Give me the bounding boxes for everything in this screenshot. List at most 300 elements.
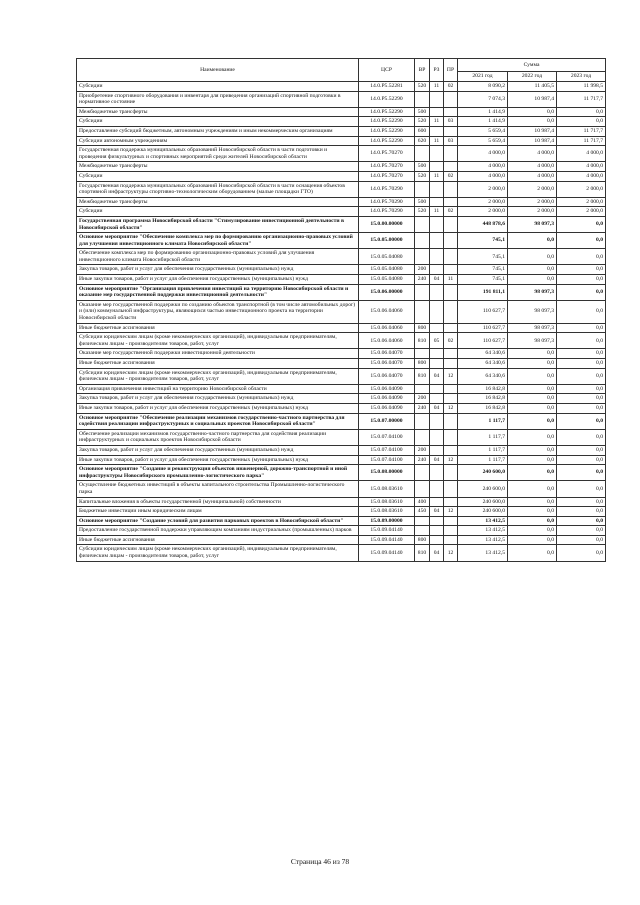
row-pr: 02 (444, 333, 458, 349)
row-sum-2022: 98 097,3 (508, 284, 557, 300)
row-sum-2021: 191 811,1 (458, 284, 508, 300)
row-sum-2022: 98 097,3 (508, 300, 557, 323)
row-rz (430, 265, 444, 275)
row-rz: 04 (430, 507, 444, 517)
row-sum-2023: 0,0 (557, 216, 606, 232)
row-sum-2021: 64 340,6 (458, 349, 508, 359)
row-sum-2021: 745,1 (458, 265, 508, 275)
row-rz: 04 (430, 403, 444, 413)
table-row (77, 136, 606, 146)
row-sum-2021: 1 117,7 (458, 413, 508, 429)
row-vr: 520 (415, 171, 430, 181)
row-vr: 200 (415, 445, 430, 455)
row-rz (430, 384, 444, 394)
row-pr (444, 91, 458, 107)
table-row (77, 349, 606, 359)
row-sum-2023: 11 717,7 (557, 126, 606, 136)
row-pr (444, 526, 458, 536)
row-pr (444, 497, 458, 507)
row-name: Государственная поддержка муниципальных образований Новосибирской области в части подготовки и проведения физкультурных и спортивных мероприятий среди жителей Новосибирской области (77, 146, 359, 162)
row-sum-2021: 13 412,5 (458, 526, 508, 536)
table-row (77, 126, 606, 136)
table-row (77, 249, 606, 265)
row-sum-2022: 0,0 (508, 359, 557, 369)
row-rz (430, 413, 444, 429)
row-pr (444, 126, 458, 136)
table-row (77, 455, 606, 465)
row-sum-2021: 1 117,7 (458, 455, 508, 465)
row-sum-2023: 2 000,0 (557, 197, 606, 207)
row-vr: 200 (415, 394, 430, 404)
table-row (77, 394, 606, 404)
row-rz (430, 535, 444, 545)
row-rz (430, 349, 444, 359)
row-sum-2022: 0,0 (508, 403, 557, 413)
row-vr: 240 (415, 403, 430, 413)
table-row (77, 497, 606, 507)
row-name: Основное мероприятие "Обеспечение комплекса мер по формированию организационно-правовых условий для улучшения инвестиционного климата Новосибирской области" (77, 233, 359, 249)
row-sum-2023: 11 717,7 (557, 91, 606, 107)
row-sum-2023: 0,0 (557, 497, 606, 507)
row-pr (444, 349, 458, 359)
row-rz (430, 91, 444, 107)
table-row (77, 82, 606, 92)
row-rz (430, 359, 444, 369)
row-sum-2021: 2 000,0 (458, 181, 508, 197)
row-rz: 11 (430, 117, 444, 127)
row-sum-2021: 240 600,0 (458, 507, 508, 517)
row-sum-2023: 0,0 (557, 403, 606, 413)
row-sum-2021: 13 412,5 (458, 516, 508, 526)
row-pr (444, 384, 458, 394)
row-name: Закупка товаров, работ и услуг для обеспечения государственных (муниципальных) нужд (77, 265, 359, 275)
row-sum-2023: 2 000,0 (557, 207, 606, 217)
row-sum-2021: 16 842,8 (458, 394, 508, 404)
row-vr (415, 300, 430, 323)
row-sum-2023: 0,0 (557, 507, 606, 517)
row-sum-2021: 5 659,4 (458, 136, 508, 146)
row-sum-2023: 0,0 (557, 516, 606, 526)
row-sum-2022: 4 000,0 (508, 146, 557, 162)
row-vr: 600 (415, 126, 430, 136)
row-csr: 14.0.P5.70290 (359, 197, 415, 207)
row-rz: 11 (430, 207, 444, 217)
row-sum-2022: 10 987,4 (508, 126, 557, 136)
row-sum-2023: 0,0 (557, 107, 606, 117)
row-sum-2023: 0,0 (557, 300, 606, 323)
row-sum-2023: 0,0 (557, 284, 606, 300)
row-sum-2022: 0,0 (508, 545, 557, 561)
row-pr (444, 233, 458, 249)
row-rz (430, 394, 444, 404)
row-csr: 15.0.00.00000 (359, 216, 415, 232)
row-sum-2022: 10 987,4 (508, 136, 557, 146)
row-name: Государственная поддержка муниципальных образований Новосибирской области в части оснащения объектов спортивной инфраструктуры спортивно-технологическим оборудованием (малые площадки ГТО) (77, 181, 359, 197)
row-name: Межбюджетные трансферты (77, 162, 359, 172)
row-csr: 14.0.P5.52281 (359, 82, 415, 92)
row-pr (444, 162, 458, 172)
row-csr: 15.0.09.04140 (359, 526, 415, 536)
row-name: Основное мероприятие "Организация привлечения инвестиций на территорию Новосибирской области и оказание мер государственной поддержки инвестиционной деятельности" (77, 284, 359, 300)
row-sum-2023: 0,0 (557, 445, 606, 455)
row-sum-2022: 2 000,0 (508, 197, 557, 207)
row-vr (415, 249, 430, 265)
row-sum-2022: 2 000,0 (508, 207, 557, 217)
row-sum-2023: 0,0 (557, 323, 606, 333)
row-sum-2022: 0,0 (508, 465, 557, 481)
row-vr: 620 (415, 136, 430, 146)
row-sum-2023: 0,0 (557, 481, 606, 497)
row-name: Иные закупки товаров, работ и услуг для обеспечения государственных (муниципальных) нужд (77, 455, 359, 465)
row-sum-2022: 10 987,4 (508, 91, 557, 107)
row-rz: 04 (430, 455, 444, 465)
row-name: Субсидии юридическим лицам (кроме некоммерческих организаций), индивидуальным предпринимателям, физическим лицам - производителям товаров, работ, услуг (77, 333, 359, 349)
row-rz (430, 284, 444, 300)
row-sum-2021: 4 000,0 (458, 162, 508, 172)
row-vr (415, 146, 430, 162)
row-sum-2023: 0,0 (557, 384, 606, 394)
row-sum-2021: 7 074,3 (458, 91, 508, 107)
row-sum-2022: 98 097,3 (508, 216, 557, 232)
row-pr (444, 107, 458, 117)
row-name: Субсидии (77, 207, 359, 217)
row-sum-2022: 0,0 (508, 481, 557, 497)
table-row (77, 445, 606, 455)
row-name: Субсидии автономным учреждениям (77, 136, 359, 146)
row-vr (415, 349, 430, 359)
table-row (77, 275, 606, 285)
row-name: Капитальные вложения в объекты государственной (муниципальной) собственности (77, 497, 359, 507)
row-pr (444, 465, 458, 481)
row-sum-2022: 4 000,0 (508, 162, 557, 172)
row-csr: 14.0.P5.52290 (359, 136, 415, 146)
row-pr (444, 323, 458, 333)
row-csr: 15.0.05.04080 (359, 249, 415, 265)
row-rz: 11 (430, 136, 444, 146)
row-vr (415, 429, 430, 445)
row-rz (430, 249, 444, 265)
row-sum-2021: 13 412,5 (458, 535, 508, 545)
row-csr: 14.0.P5.70290 (359, 181, 415, 197)
row-sum-2021: 5 659,4 (458, 126, 508, 136)
row-sum-2022: 0,0 (508, 455, 557, 465)
row-csr: 15.0.06.04070 (359, 349, 415, 359)
row-csr: 15.0.07.00000 (359, 413, 415, 429)
row-sum-2023: 0,0 (557, 526, 606, 536)
row-csr: 14.0.P5.70270 (359, 146, 415, 162)
table-row (77, 507, 606, 517)
row-csr: 15.0.06.04090 (359, 394, 415, 404)
row-sum-2023: 11 717,7 (557, 136, 606, 146)
row-name: Оказание мер государственной поддержки инвестиционной деятельности (77, 349, 359, 359)
row-rz (430, 107, 444, 117)
row-pr (444, 181, 458, 197)
table-row (77, 181, 606, 197)
row-sum-2023: 0,0 (557, 455, 606, 465)
row-vr (415, 481, 430, 497)
row-sum-2022: 2 000,0 (508, 181, 557, 197)
row-vr: 200 (415, 265, 430, 275)
budget-table (76, 58, 606, 562)
row-pr: 02 (444, 207, 458, 217)
row-csr: 15.0.06.00000 (359, 284, 415, 300)
header-name: Наименование (77, 59, 359, 82)
row-sum-2021: 110 627,7 (458, 323, 508, 333)
row-vr: 800 (415, 359, 430, 369)
table-row (77, 535, 606, 545)
row-sum-2022: 0,0 (508, 497, 557, 507)
row-vr (415, 526, 430, 536)
header-vr: ВР (415, 59, 430, 82)
row-pr (444, 516, 458, 526)
row-pr (444, 284, 458, 300)
row-vr (415, 384, 430, 394)
row-vr: 800 (415, 535, 430, 545)
row-sum-2023: 4 000,0 (557, 146, 606, 162)
row-sum-2022: 11 405,5 (508, 82, 557, 92)
row-name: Оказание мер государственной поддержки по созданию объектов транспортной (в том числе автомобильных дорог) и (или) коммунальной инфраструктуры, являющихся частью инвестиционного проекта на территории Новосибирской области (77, 300, 359, 323)
row-csr: 15.0.07.04100 (359, 455, 415, 465)
row-name: Приобретение спортивного оборудования и инвентаря для приведения организаций спортивной подготовки в нормативное состояние (77, 91, 359, 107)
header-year-2022: 2022 год (508, 72, 557, 82)
row-sum-2021: 240 600,0 (458, 465, 508, 481)
row-sum-2021: 1 117,7 (458, 429, 508, 445)
row-sum-2023: 0,0 (557, 429, 606, 445)
row-name: Предоставление государственной поддержки управляющим компаниям индустриальных (промышленных) парков (77, 526, 359, 536)
row-name: Организация привлечения инвестиций на территорию Новосибирской области (77, 384, 359, 394)
row-rz: 11 (430, 82, 444, 92)
row-csr: 14.0.P5.52290 (359, 91, 415, 107)
row-rz (430, 516, 444, 526)
row-sum-2022: 98 097,3 (508, 323, 557, 333)
table-body (77, 82, 606, 562)
row-name: Субсидии юридическим лицам (кроме некоммерческих организаций), индивидуальным предпринимателям, физическим лицам - производителям товаров, работ, услуг (77, 545, 359, 561)
row-sum-2022: 0,0 (508, 413, 557, 429)
row-sum-2022: 0,0 (508, 507, 557, 517)
row-sum-2022: 0,0 (508, 384, 557, 394)
row-rz (430, 216, 444, 232)
row-name: Основное мероприятие "Создание и реконструкция объектов инженерной, дорожно-транспортной и иной инфраструктуры Новосибирского промышленно-логистического парка" (77, 465, 359, 481)
table-row (77, 403, 606, 413)
row-csr: 15.0.09.04140 (359, 545, 415, 561)
row-sum-2021: 2 000,0 (458, 197, 508, 207)
row-rz (430, 497, 444, 507)
row-csr: 14.0.P5.70270 (359, 171, 415, 181)
table-row (77, 384, 606, 394)
table-header-row (77, 59, 606, 72)
row-rz (430, 126, 444, 136)
document-page (76, 58, 605, 562)
row-name: Осуществление бюджетных инвестиций в объекты капитального строительства Промышленно-логистического парка (77, 481, 359, 497)
row-name: Бюджетные инвестиции иным юридическим лицам (77, 507, 359, 517)
row-rz (430, 465, 444, 481)
row-rz (430, 429, 444, 445)
page-number: Страница 46 из 78 (290, 857, 350, 866)
table-row (77, 197, 606, 207)
table-row (77, 465, 606, 481)
row-vr: 810 (415, 333, 430, 349)
row-sum-2021: 110 627,7 (458, 300, 508, 323)
row-sum-2021: 745,1 (458, 233, 508, 249)
row-pr (444, 359, 458, 369)
row-sum-2022: 0,0 (508, 394, 557, 404)
row-pr: 11 (444, 275, 458, 285)
row-pr: 12 (444, 455, 458, 465)
row-pr (444, 146, 458, 162)
row-vr: 800 (415, 323, 430, 333)
row-name: Обеспечение реализации механизмов государственно-частного партнерства для содействия реализации инфраструктурных и социальных проектов Новосибирской области (77, 429, 359, 445)
row-name: Основное мероприятие "Обеспечение реализации механизмов государственно-частного партнерства для содействия реализации инфраструктурных и социальных проектов Новосибирской области" (77, 413, 359, 429)
row-pr (444, 445, 458, 455)
row-csr: 15.0.08.03610 (359, 507, 415, 517)
table-row (77, 429, 606, 445)
row-vr (415, 233, 430, 249)
row-sum-2021: 240 600,0 (458, 497, 508, 507)
row-sum-2022: 0,0 (508, 429, 557, 445)
row-rz: 04 (430, 368, 444, 384)
row-sum-2022: 0,0 (508, 445, 557, 455)
table-row (77, 107, 606, 117)
row-vr: 500 (415, 107, 430, 117)
row-sum-2021: 16 842,8 (458, 384, 508, 394)
row-name: Иные бюджетные ассигнования (77, 359, 359, 369)
table-row (77, 368, 606, 384)
table-row (77, 516, 606, 526)
row-name: Субсидии (77, 117, 359, 127)
row-sum-2021: 2 000,0 (458, 207, 508, 217)
row-csr: 15.0.06.04090 (359, 384, 415, 394)
row-sum-2023: 0,0 (557, 413, 606, 429)
row-csr: 15.0.05.00000 (359, 233, 415, 249)
row-csr: 15.0.08.03610 (359, 497, 415, 507)
row-name: Иные бюджетные ассигнования (77, 535, 359, 545)
table-row (77, 162, 606, 172)
row-vr: 520 (415, 117, 430, 127)
row-name: Субсидии юридическим лицам (кроме некоммерческих организаций), индивидуальным предпринимателям, физическим лицам - производителям товаров, работ, услуг (77, 368, 359, 384)
table-row (77, 545, 606, 561)
row-pr: 12 (444, 403, 458, 413)
row-sum-2023: 11 998,5 (557, 82, 606, 92)
table-row (77, 233, 606, 249)
row-rz (430, 481, 444, 497)
row-name: Иные бюджетные ассигнования (77, 323, 359, 333)
row-sum-2023: 0,0 (557, 249, 606, 265)
row-vr (415, 91, 430, 107)
row-vr (415, 284, 430, 300)
row-sum-2021: 16 842,8 (458, 403, 508, 413)
row-sum-2021: 1 414,9 (458, 107, 508, 117)
table-row (77, 413, 606, 429)
row-vr: 240 (415, 455, 430, 465)
row-rz: 11 (430, 171, 444, 181)
table-row (77, 117, 606, 127)
row-name: Иные закупки товаров, работ и услуг для обеспечения государственных (муниципальных) нужд (77, 403, 359, 413)
row-csr: 15.0.09.00000 (359, 516, 415, 526)
table-row (77, 300, 606, 323)
row-pr (444, 249, 458, 265)
row-csr: 15.0.05.04080 (359, 265, 415, 275)
row-vr: 400 (415, 497, 430, 507)
row-vr: 240 (415, 275, 430, 285)
row-vr (415, 181, 430, 197)
row-rz (430, 233, 444, 249)
row-sum-2023: 0,0 (557, 535, 606, 545)
row-rz (430, 526, 444, 536)
table-row (77, 481, 606, 497)
row-pr (444, 413, 458, 429)
row-pr: 02 (444, 82, 458, 92)
row-sum-2022: 0,0 (508, 349, 557, 359)
row-sum-2021: 745,1 (458, 249, 508, 265)
row-name: Иные закупки товаров, работ и услуг для обеспечения государственных (муниципальных) нужд (77, 275, 359, 285)
row-name: Межбюджетные трансферты (77, 107, 359, 117)
row-sum-2022: 98 097,3 (508, 333, 557, 349)
row-vr: 520 (415, 82, 430, 92)
row-rz (430, 181, 444, 197)
row-csr: 15.0.07.04100 (359, 445, 415, 455)
row-vr: 810 (415, 368, 430, 384)
row-sum-2023: 0,0 (557, 333, 606, 349)
row-sum-2021: 64 340,6 (458, 359, 508, 369)
row-pr: 03 (444, 117, 458, 127)
row-sum-2021: 1 117,7 (458, 445, 508, 455)
row-csr: 15.0.06.04090 (359, 403, 415, 413)
table-row (77, 216, 606, 232)
row-pr: 02 (444, 171, 458, 181)
row-sum-2022: 0,0 (508, 265, 557, 275)
row-vr (415, 465, 430, 481)
row-vr (415, 413, 430, 429)
row-vr: 450 (415, 507, 430, 517)
header-pr: ПР (444, 59, 458, 82)
row-pr: 03 (444, 136, 458, 146)
row-rz (430, 445, 444, 455)
row-sum-2022: 0,0 (508, 368, 557, 384)
row-name: Субсидии (77, 82, 359, 92)
row-csr: 15.0.05.04080 (359, 275, 415, 285)
table-row (77, 333, 606, 349)
row-csr: 15.0.08.03610 (359, 481, 415, 497)
row-sum-2023: 0,0 (557, 394, 606, 404)
row-vr: 520 (415, 207, 430, 217)
row-sum-2023: 0,0 (557, 545, 606, 561)
row-name: Субсидии (77, 171, 359, 181)
row-name: Межбюджетные трансферты (77, 197, 359, 207)
row-sum-2022: 0,0 (508, 107, 557, 117)
row-name: Государственная программа Новосибирской области "Стимулирование инвестиционной деятельности в Новосибирской области" (77, 216, 359, 232)
row-csr: 14.0.P5.52290 (359, 107, 415, 117)
row-vr: 500 (415, 162, 430, 172)
row-pr (444, 535, 458, 545)
row-sum-2021: 13 412,5 (458, 545, 508, 561)
row-csr: 14.0.P5.70290 (359, 207, 415, 217)
row-name: Основное мероприятие "Создание условий для развития парковых проектов в Новосибирской области" (77, 516, 359, 526)
row-sum-2021: 4 000,0 (458, 171, 508, 181)
header-csr: ЦСР (359, 59, 415, 82)
row-csr: 15.0.06.04060 (359, 333, 415, 349)
row-sum-2023: 0,0 (557, 265, 606, 275)
row-name: Закупка товаров, работ и услуг для обеспечения государственных (муниципальных) нужд (77, 394, 359, 404)
row-rz: 04 (430, 275, 444, 285)
row-rz (430, 323, 444, 333)
row-csr: 15.0.06.04070 (359, 368, 415, 384)
row-sum-2023: 0,0 (557, 349, 606, 359)
row-sum-2023: 0,0 (557, 465, 606, 481)
header-sum: Сумма (458, 59, 606, 72)
row-sum-2023: 4 000,0 (557, 162, 606, 172)
row-pr (444, 429, 458, 445)
row-pr (444, 197, 458, 207)
